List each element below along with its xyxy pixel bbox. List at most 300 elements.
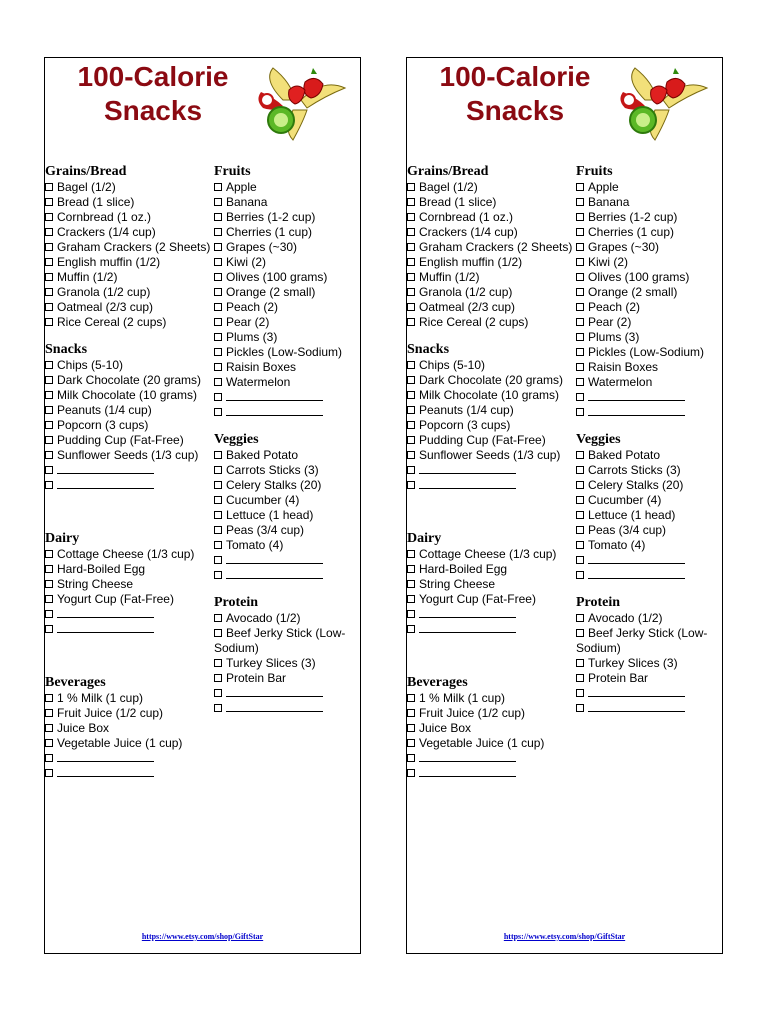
checklist-item[interactable]	[576, 345, 722, 360]
checklist-item[interactable]	[214, 538, 360, 553]
footer-link[interactable]: https://www.etsy.com/shop/GiftStar	[503, 932, 626, 941]
checklist-item[interactable]	[45, 577, 213, 592]
checklist-item[interactable]	[576, 210, 722, 225]
blank-item[interactable]	[576, 568, 722, 583]
title-line-1: 100-Calorie	[439, 61, 591, 92]
checkbox-icon[interactable]	[214, 333, 222, 341]
checklist-item[interactable]	[407, 315, 575, 330]
blank-item[interactable]	[576, 553, 722, 568]
checklist-item[interactable]	[45, 592, 213, 607]
checkbox-icon[interactable]	[407, 451, 415, 459]
checkbox-icon[interactable]	[576, 466, 584, 474]
checkbox-icon[interactable]	[45, 376, 53, 384]
checklist-item[interactable]	[576, 375, 722, 390]
checklist-item[interactable]	[576, 270, 722, 285]
checkbox-icon[interactable]	[576, 243, 584, 251]
checklist-item[interactable]	[45, 195, 213, 210]
checkbox-icon[interactable]	[214, 408, 222, 416]
item-label: Juice Box	[419, 721, 472, 735]
checkbox-icon[interactable]	[45, 183, 53, 191]
checkbox-icon[interactable]	[407, 754, 415, 762]
checkbox-icon[interactable]	[576, 451, 584, 459]
checkbox-icon[interactable]	[45, 481, 53, 489]
checkbox-icon[interactable]	[45, 361, 53, 369]
write-in-line[interactable]	[588, 406, 685, 416]
checkbox-icon[interactable]	[214, 704, 222, 712]
checklist-item[interactable]	[407, 180, 575, 195]
checkbox-icon[interactable]	[576, 541, 584, 549]
checkbox-icon[interactable]	[45, 754, 53, 762]
checklist-item[interactable]	[214, 195, 360, 210]
checklist-item[interactable]	[45, 721, 213, 736]
checkbox-icon[interactable]	[45, 243, 53, 251]
checklist-item[interactable]	[214, 611, 360, 626]
checklist-item[interactable]	[214, 240, 360, 255]
checklist-item[interactable]	[576, 478, 722, 493]
checkbox-icon[interactable]	[407, 213, 415, 221]
blank-item[interactable]	[214, 405, 360, 420]
checklist-item[interactable]	[214, 225, 360, 240]
checkbox-icon[interactable]	[576, 213, 584, 221]
blank-item[interactable]	[407, 622, 575, 637]
checklist-item[interactable]	[576, 300, 722, 315]
checklist-item[interactable]	[45, 210, 213, 225]
checkbox-icon[interactable]	[576, 183, 584, 191]
checkbox-icon[interactable]	[45, 406, 53, 414]
checkbox-icon[interactable]	[576, 511, 584, 519]
checklist-item[interactable]	[45, 418, 213, 433]
checklist-item[interactable]	[214, 255, 360, 270]
checklist-item[interactable]	[576, 255, 722, 270]
checkbox-icon[interactable]	[407, 303, 415, 311]
checkbox-icon[interactable]	[45, 694, 53, 702]
checkbox-icon[interactable]	[407, 273, 415, 281]
checkbox-icon[interactable]	[45, 421, 53, 429]
checkbox-icon[interactable]	[214, 213, 222, 221]
item-label: English muffin (1/2)	[57, 255, 161, 269]
checklist-item[interactable]	[407, 433, 575, 448]
write-in-line[interactable]	[57, 752, 154, 762]
checklist-item[interactable]	[407, 195, 575, 210]
checkbox-icon[interactable]	[407, 769, 415, 777]
checklist-item[interactable]	[576, 180, 722, 195]
checklist-item[interactable]	[407, 547, 575, 562]
checklist-item[interactable]	[576, 656, 722, 671]
checkbox-icon[interactable]	[214, 674, 222, 682]
checkbox-icon[interactable]	[214, 288, 222, 296]
checkbox-icon[interactable]	[576, 333, 584, 341]
checklist-item[interactable]	[407, 721, 575, 736]
checklist-item[interactable]	[407, 373, 575, 388]
blank-item[interactable]	[214, 390, 360, 405]
checklist-item[interactable]	[407, 691, 575, 706]
checkbox-icon[interactable]	[407, 466, 415, 474]
write-in-line[interactable]	[226, 554, 323, 564]
checklist-item[interactable]	[576, 240, 722, 255]
checklist-item[interactable]	[45, 433, 213, 448]
section-heading: Fruits	[214, 164, 251, 179]
item-label: Carrots Sticks (3)	[588, 463, 681, 477]
checklist-item[interactable]	[214, 523, 360, 538]
checkbox-icon[interactable]	[576, 481, 584, 489]
checkbox-icon[interactable]	[214, 571, 222, 579]
checkbox-icon[interactable]	[576, 614, 584, 622]
checkbox-icon[interactable]	[214, 348, 222, 356]
blank-item[interactable]	[214, 568, 360, 583]
checklist-item[interactable]	[214, 656, 360, 671]
checklist-item[interactable]	[407, 403, 575, 418]
checkbox-icon[interactable]	[576, 198, 584, 206]
item-label: Vegetable Juice (1 cup)	[419, 736, 545, 750]
checkbox-icon[interactable]	[214, 318, 222, 326]
checkbox-icon[interactable]	[407, 595, 415, 603]
write-in-line[interactable]	[419, 608, 516, 618]
checklist-item[interactable]	[576, 671, 722, 686]
checkbox-icon[interactable]	[214, 198, 222, 206]
checkbox-icon[interactable]	[214, 466, 222, 474]
checkbox-icon[interactable]	[45, 198, 53, 206]
checklist-item[interactable]	[45, 706, 213, 721]
item-label: Protein Bar	[226, 671, 287, 685]
write-in-line[interactable]	[226, 702, 323, 712]
section-gap	[407, 505, 575, 531]
item-label: Popcorn (3 cups)	[419, 418, 511, 432]
checkbox-icon[interactable]	[45, 625, 53, 633]
checkbox-icon[interactable]	[214, 183, 222, 191]
checkbox-icon[interactable]	[576, 363, 584, 371]
checklist-item[interactable]	[576, 225, 722, 240]
title-line-1: 100-Calorie	[77, 61, 229, 92]
checklist-item[interactable]	[45, 240, 213, 255]
checkbox-icon[interactable]	[407, 198, 415, 206]
checkbox-icon[interactable]	[45, 213, 53, 221]
checkbox-icon[interactable]	[45, 769, 53, 777]
checklist-item[interactable]	[407, 577, 575, 592]
write-in-line[interactable]	[588, 702, 685, 712]
checkbox-icon[interactable]	[45, 724, 53, 732]
checklist-item[interactable]	[214, 270, 360, 285]
checklist-item[interactable]	[45, 373, 213, 388]
checkbox-icon[interactable]	[214, 228, 222, 236]
checklist-item[interactable]	[45, 255, 213, 270]
write-in-line[interactable]	[419, 479, 516, 489]
write-in-line[interactable]	[57, 464, 154, 474]
checklist-item[interactable]	[407, 562, 575, 577]
checklist-item[interactable]	[214, 448, 360, 463]
write-in-line[interactable]	[57, 479, 154, 489]
checkbox-icon[interactable]	[407, 625, 415, 633]
checkbox-icon[interactable]	[407, 183, 415, 191]
write-in-line[interactable]	[226, 406, 323, 416]
checkbox-icon[interactable]	[45, 466, 53, 474]
checkbox-icon[interactable]	[576, 496, 584, 504]
section-veggies	[214, 432, 360, 583]
checkbox-icon[interactable]	[214, 363, 222, 371]
checklist-item[interactable]	[45, 225, 213, 240]
write-in-line[interactable]	[419, 752, 516, 762]
item-label: Protein Bar	[588, 671, 649, 685]
blank-item[interactable]	[214, 553, 360, 568]
blank-item[interactable]	[576, 686, 722, 701]
checkbox-icon[interactable]	[576, 689, 584, 697]
section-snacks	[45, 342, 213, 493]
checkbox-icon[interactable]	[214, 273, 222, 281]
checklist-item[interactable]	[576, 195, 722, 210]
checkbox-icon[interactable]	[576, 556, 584, 564]
checkbox-icon[interactable]	[45, 391, 53, 399]
checklist-item[interactable]	[214, 345, 360, 360]
checkbox-icon[interactable]	[214, 541, 222, 549]
checkbox-icon[interactable]	[576, 288, 584, 296]
checklist-item[interactable]	[214, 463, 360, 478]
checklist-item[interactable]	[407, 736, 575, 751]
checklist-item[interactable]	[45, 403, 213, 418]
checkbox-icon[interactable]	[407, 724, 415, 732]
checklist-item[interactable]	[45, 300, 213, 315]
section-grains-bread	[407, 164, 575, 330]
checklist-item[interactable]	[214, 300, 360, 315]
checklist-item[interactable]	[407, 358, 575, 373]
checkbox-icon[interactable]	[407, 361, 415, 369]
blank-item[interactable]	[214, 701, 360, 716]
blank-item[interactable]	[45, 751, 213, 766]
checkbox-icon[interactable]	[214, 511, 222, 519]
checkbox-icon[interactable]	[214, 526, 222, 534]
checkbox-icon[interactable]	[576, 659, 584, 667]
checklist-item[interactable]	[214, 626, 360, 656]
blank-item[interactable]	[576, 390, 722, 405]
checkbox-icon[interactable]	[214, 689, 222, 697]
checklist-item[interactable]	[214, 180, 360, 195]
checkbox-icon[interactable]	[45, 580, 53, 588]
checkbox-icon[interactable]	[576, 571, 584, 579]
blank-item[interactable]	[576, 701, 722, 716]
item-label: Crackers (1/4 cup)	[419, 225, 518, 239]
blank-item[interactable]	[407, 766, 575, 781]
checklist-item[interactable]	[214, 493, 360, 508]
checkbox-icon[interactable]	[407, 694, 415, 702]
checklist-item[interactable]	[214, 508, 360, 523]
checkbox-icon[interactable]	[407, 481, 415, 489]
checkbox-icon[interactable]	[407, 709, 415, 717]
checklist-item[interactable]	[576, 360, 722, 375]
checkbox-icon[interactable]	[214, 303, 222, 311]
checkbox-icon[interactable]	[214, 243, 222, 251]
checkbox-icon[interactable]	[407, 580, 415, 588]
blank-item[interactable]	[45, 766, 213, 781]
checklist-item[interactable]	[576, 448, 722, 463]
checklist-item[interactable]	[407, 388, 575, 403]
item-label: Banana	[588, 195, 630, 209]
write-in-line[interactable]	[226, 391, 323, 401]
write-in-line[interactable]	[57, 608, 154, 618]
checkbox-icon[interactable]	[45, 610, 53, 618]
checklist-item[interactable]	[407, 448, 575, 463]
checklist-item[interactable]	[576, 523, 722, 538]
checkbox-icon[interactable]	[214, 629, 222, 637]
checkbox-icon[interactable]	[45, 595, 53, 603]
checklist-item[interactable]	[576, 330, 722, 345]
checkbox-icon[interactable]	[407, 258, 415, 266]
checklist-item[interactable]	[407, 418, 575, 433]
checklist-item[interactable]	[45, 547, 213, 562]
checklist-item[interactable]	[214, 360, 360, 375]
blank-item[interactable]	[407, 607, 575, 622]
item-label: Watermelon	[588, 375, 653, 389]
checkbox-icon[interactable]	[214, 258, 222, 266]
item-label: Cornbread (1 oz.)	[57, 210, 152, 224]
blank-item[interactable]	[45, 478, 213, 493]
checklist-item[interactable]	[407, 592, 575, 607]
checkbox-icon[interactable]	[407, 391, 415, 399]
checkbox-icon[interactable]	[407, 436, 415, 444]
checkbox-icon[interactable]	[45, 288, 53, 296]
checklist-item[interactable]	[45, 691, 213, 706]
write-in-line[interactable]	[57, 623, 154, 633]
item-label: Watermelon	[226, 375, 291, 389]
item-label: Peach (2)	[226, 300, 279, 314]
checkbox-icon[interactable]	[407, 406, 415, 414]
checklist-item[interactable]	[407, 255, 575, 270]
blank-item[interactable]	[45, 607, 213, 622]
checkbox-icon[interactable]	[45, 436, 53, 444]
write-in-line[interactable]	[588, 554, 685, 564]
checkbox-icon[interactable]	[407, 376, 415, 384]
checkbox-icon[interactable]	[576, 378, 584, 386]
checkbox-icon[interactable]	[45, 709, 53, 717]
checkbox-icon[interactable]	[214, 496, 222, 504]
blank-item[interactable]	[407, 463, 575, 478]
checkbox-icon[interactable]	[576, 303, 584, 311]
write-in-line[interactable]	[57, 767, 154, 777]
footer-link[interactable]: https://www.etsy.com/shop/GiftStar	[141, 932, 264, 941]
write-in-line[interactable]	[588, 687, 685, 697]
checkbox-icon[interactable]	[214, 393, 222, 401]
checkbox-icon[interactable]	[576, 629, 584, 637]
blank-item[interactable]	[45, 463, 213, 478]
checklist-item[interactable]	[214, 478, 360, 493]
checklist-item[interactable]	[45, 270, 213, 285]
checklist-item[interactable]	[576, 538, 722, 553]
checkbox-icon[interactable]	[407, 318, 415, 326]
checkbox-icon[interactable]	[45, 318, 53, 326]
checkbox-icon[interactable]	[576, 273, 584, 281]
checklist-item[interactable]	[214, 315, 360, 330]
checklist-item[interactable]	[214, 375, 360, 390]
checkbox-icon[interactable]	[214, 481, 222, 489]
checkbox-icon[interactable]	[576, 228, 584, 236]
blank-item[interactable]	[407, 751, 575, 766]
checklist-item[interactable]	[407, 240, 575, 255]
checkbox-icon[interactable]	[576, 258, 584, 266]
checkbox-icon[interactable]	[45, 550, 53, 558]
checklist-item[interactable]	[407, 706, 575, 721]
checkbox-icon[interactable]	[45, 273, 53, 281]
write-in-line[interactable]	[588, 569, 685, 579]
blank-item[interactable]	[214, 686, 360, 701]
checklist-item[interactable]	[45, 388, 213, 403]
item-label: Vegetable Juice (1 cup)	[57, 736, 183, 750]
checklist-item[interactable]	[407, 225, 575, 240]
checklist-item[interactable]	[576, 508, 722, 523]
checkbox-icon[interactable]	[214, 378, 222, 386]
write-in-line[interactable]	[419, 767, 516, 777]
checklist-item[interactable]	[45, 562, 213, 577]
checkbox-icon[interactable]	[214, 556, 222, 564]
blank-item[interactable]	[407, 478, 575, 493]
checkbox-icon[interactable]	[407, 739, 415, 747]
write-in-line[interactable]	[226, 569, 323, 579]
checklist-item[interactable]	[576, 493, 722, 508]
checkbox-icon[interactable]	[576, 674, 584, 682]
checkbox-icon[interactable]	[45, 739, 53, 747]
checklist-item[interactable]	[45, 180, 213, 195]
checkbox-icon[interactable]	[576, 318, 584, 326]
checkbox-icon[interactable]	[407, 565, 415, 573]
checkbox-icon[interactable]	[576, 393, 584, 401]
checkbox-icon[interactable]	[214, 614, 222, 622]
write-in-line[interactable]	[226, 687, 323, 697]
checkbox-icon[interactable]	[407, 610, 415, 618]
checkbox-icon[interactable]	[407, 228, 415, 236]
checkbox-icon[interactable]	[576, 704, 584, 712]
checkbox-icon[interactable]	[214, 659, 222, 667]
checkbox-icon[interactable]	[45, 303, 53, 311]
checkbox-icon[interactable]	[45, 228, 53, 236]
blank-item[interactable]	[45, 622, 213, 637]
checkbox-icon[interactable]	[407, 421, 415, 429]
checklist-item[interactable]	[214, 671, 360, 686]
checklist-item[interactable]	[45, 448, 213, 463]
checklist-item[interactable]	[576, 285, 722, 300]
checklist-item[interactable]	[407, 270, 575, 285]
checkbox-icon[interactable]	[407, 243, 415, 251]
checklist-item[interactable]	[407, 285, 575, 300]
checklist-item[interactable]	[407, 300, 575, 315]
checklist-item[interactable]	[45, 358, 213, 373]
write-in-line[interactable]	[419, 464, 516, 474]
write-in-line[interactable]	[588, 391, 685, 401]
checkbox-icon[interactable]	[576, 348, 584, 356]
item-label: Fruit Juice (1/2 cup)	[57, 706, 164, 720]
checkbox-icon[interactable]	[214, 451, 222, 459]
checklist-item[interactable]	[576, 315, 722, 330]
checklist-item[interactable]	[576, 463, 722, 478]
checkbox-icon[interactable]	[576, 408, 584, 416]
checklist-item[interactable]	[576, 626, 722, 656]
blank-item[interactable]	[576, 405, 722, 420]
checklist-item[interactable]	[45, 736, 213, 751]
checklist-item[interactable]	[576, 611, 722, 626]
item-label: Baked Potato	[226, 448, 299, 462]
item-label: Peach (2)	[588, 300, 641, 314]
checkbox-icon[interactable]	[45, 451, 53, 459]
checkbox-icon[interactable]	[407, 288, 415, 296]
item-label: Hard-Boiled Egg	[57, 562, 146, 576]
checklist-item[interactable]	[45, 315, 213, 330]
checkbox-icon[interactable]	[45, 258, 53, 266]
checklist-item[interactable]	[214, 210, 360, 225]
checklist-item[interactable]	[214, 330, 360, 345]
checklist-item[interactable]	[407, 210, 575, 225]
checkbox-icon[interactable]	[407, 550, 415, 558]
checklist-item[interactable]	[45, 285, 213, 300]
checklist-item[interactable]	[214, 285, 360, 300]
checkbox-icon[interactable]	[45, 565, 53, 573]
checkbox-icon[interactable]	[576, 526, 584, 534]
item-label: English muffin (1/2)	[419, 255, 523, 269]
write-in-line[interactable]	[419, 623, 516, 633]
